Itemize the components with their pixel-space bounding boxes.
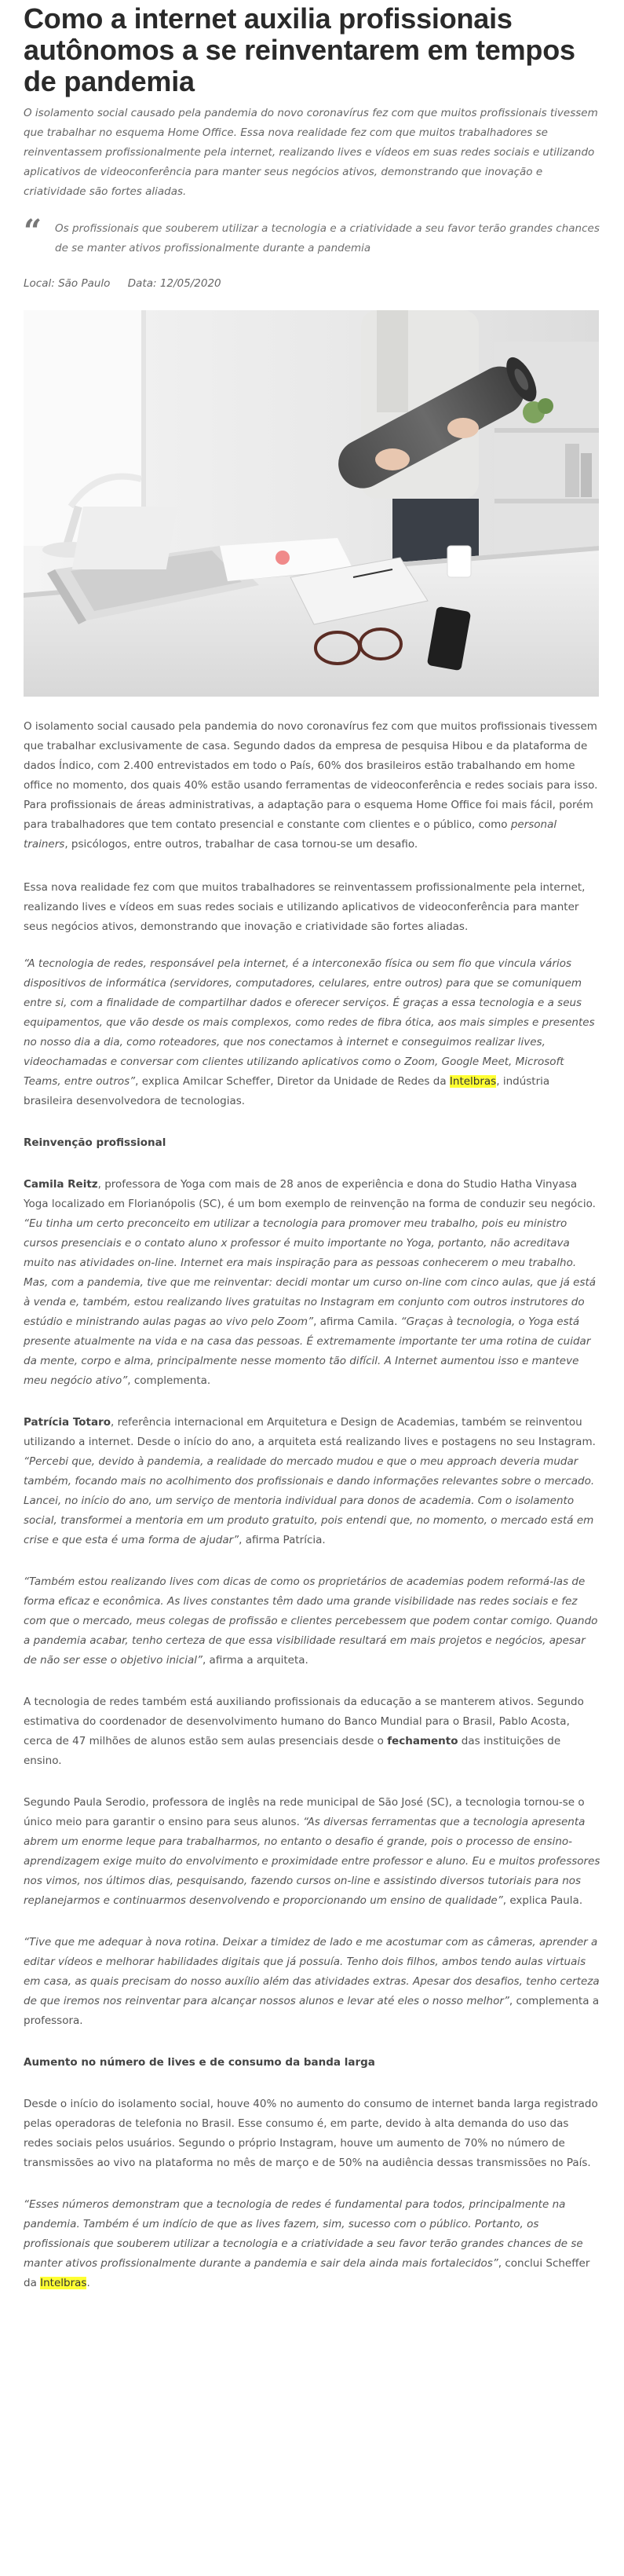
paragraph-1-text-end: , psicólogos, entre outros, trabalhar de casa tornou-se um desafio. <box>64 838 418 851</box>
subheading-reinvencao: Reinvenção profissional <box>24 1136 166 1149</box>
paragraph-5 <box>24 1413 600 1550</box>
paragraph-8-end: , explica Paula. <box>502 1894 583 1907</box>
quote-patricia-1: “Percebi que, devido à pandemia, a realidade do mercado mudou e que o meu approach deveria mudar também, focando mais no acolhimento dos profissionais e dando informações relevantes sobre o mercado. Lancei, no início do ano, um serviço de mentoria individual para donos de academia. Com o isolamento social, transformei a mentoria em um produto gratuito, pois entendi que, no momento, o mercado está em crise e que esta é uma forma de ajudar” <box>24 1455 595 1546</box>
article-location: Local: São Paulo <box>24 277 111 290</box>
paragraph-6-end: , afirma a arquiteta. <box>202 1654 308 1667</box>
quote-scheffer-2: “Esses números demonstram que a tecnologia de redes é fundamental para todos, principalmente na pandemia. Também é um indício de que as lives fazem, sim, sucesso com o público. Portanto, os profissionais que souberem utilizar a tecnologia e a criatividade a seu favor terão grandes chances de se manter ativos profissionalmente durante a pandemia e sair dela ainda mais fortalecidos” <box>24 2198 583 2270</box>
article-photo <box>24 310 599 697</box>
quote-paula-1: “As diversas ferramentas que a tecnologia apresenta abrem um enorme leque para trabalharmos, no entanto o desafio é grande, pois o processo de ensino-aprendizagem exige muito do envolvimento e proximidade entre professor e aluno. Eu e muitos professores nos vimos, nos últimos dias, pesquisando, fazendo cursos on-line e assistindo diversos tutoriais para nos replanejarmos e continuarmos desenvolvendo e proporcionando um ensino de qualidade” <box>24 1816 600 1907</box>
brand-highlight-2: Intelbras <box>40 2277 87 2289</box>
quote-patricia-2: “Também estou realizando lives com dicas de como os proprietários de academias podem reformá-las de forma eficaz e econômica. As lives constantes têm dado uma grande visibilidade nas redes sociais e fez com que o mercado, meus colegas de profissão e clientes percebessem que podem contar comigo. Quando a pandemia acabar, tenho certeza de que essa visibilidade resultará em mais projetos e negócios, apesar de não ser esse o objetivo inicial” <box>24 1575 598 1667</box>
paragraph-3-text: , explica Amilcar Scheffer, Diretor da Unidade de Redes da <box>135 1075 450 1088</box>
paragraph-1 <box>24 717 600 854</box>
quote-paula-2: “Tive que me adequar à nova rotina. Deixar a timidez de lado e me acostumar com as câmeras, aprender a editar vídeos e melhorar habilidades digitais que já possuía. Tenho dois filhos, ambos tendo aulas virtuais em casa, as quais precisam do nosso auxílio além das atividades extras. Apesar dos desafios, tenho certeza de que iremos nos reinventar para alcançar nossos alunos e levar até eles o nosso melhor” <box>24 1936 600 2007</box>
paragraph-8-text: Segundo Paula Serodio, professora de inglês na rede municipal de São José (SC), a tecnologia tornou-se o único meio para garantir o ensino para seus alunos. <box>24 1796 585 1828</box>
article-meta <box>24 277 600 290</box>
paragraph-11 <box>24 2195 600 2293</box>
paragraph-8 <box>24 1793 600 1911</box>
pull-quote <box>24 213 600 258</box>
paragraph-4 <box>24 1175 600 1391</box>
person-name-camila: Camila Reitz <box>24 1178 98 1191</box>
paragraph-4-text: , professora de Yoga com mais de 28 anos de experiência e dona do Studio Hatha Vinyasa Yoga localizado em Florianópolis (SC), é um bom exemplo de reinvenção na forma de conduzir seu negócio. <box>24 1178 596 1210</box>
paragraph-2: Essa nova realidade fez com que muitos trabalhadores se reinventassem profissionalmente pela internet, realizando lives e vídeos em suas redes sociais e utilizando aplicativos de videoconferência para manter seus negócios ativos, demonstrando que inovação e criatividade são fortes aliadas. <box>24 881 586 933</box>
paragraph-11-text: , conclui Scheffer da <box>24 2257 590 2289</box>
paragraph-9 <box>24 1933 600 2031</box>
article-lead: O isolamento social causado pela pandemia do novo coronavírus fez com que muitos profissionais tivessem que trabalhar no esquema Home Office. Essa nova realidade fez com que muitos trabalhadores se reinventassem profissionalmente pela internet, realizando lives e vídeos em suas redes sociais e utilizando aplicativos de videoconferência para manter seus negócios ativos, demonstrando que inovação e criatividade são fortes aliadas. <box>24 107 598 198</box>
paragraph-5-end: , afirma Patrícia. <box>239 1534 326 1546</box>
paragraph-6 <box>24 1572 600 1670</box>
paragraph-10: Desde o início do isolamento social, houve 40% no aumento do consumo de internet banda larga registrado pelas operadoras de telefonia no Brasil. Esse consumo é, em parte, devido à alta demanda do uso das redes sociais pelos usuários. Segundo o próprio Instagram, houve um aumento de 70% no número de transmissões ao vivo na plataforma no mês de março e de 50% na audiência dessas transmissões no País. <box>24 2098 598 2169</box>
quote-scheffer-1: “A tecnologia de redes, responsável pela internet, é a interconexão física ou sem fio que vincula vários dispositivos de informática (servidores, computadores, celulares, entre outros) para que se comuniquem entre si, com a finalidade de compartilhar dados e oferecer serviços. É graças a essa tecnologia e a seus equipamentos, que vão desde os mais complexos, como redes de fibra ótica, aos mais simples e presentes no nosso dia a dia, como roteadores, que nos conectamos à internet e conseguimos realizar lives, videochamadas e conversar com clientes utilizando aplicativos como o Zoom, Google Meet, Microsoft Teams, entre outros” <box>24 957 595 1088</box>
quote-camila-2: “Graças à tecnologia, o Yoga está presente atualmente na vida e na casa das pessoas. É extremamente importante ter uma rotina de cuidar da mente, corpo e alma, principalmente nesse momento tão difícil. A Internet aumentou isso e manteve meu negócio ativo” <box>24 1315 591 1387</box>
article-title: Como a internet auxilia profissionais autônomos a se reinventarem em tempos de pandemia <box>24 2 575 97</box>
paragraph-4-end: , complementa. <box>127 1374 211 1387</box>
paragraph-11-end: . <box>86 2277 90 2289</box>
paragraph-9-end: , complementa a professora. <box>24 1995 600 2027</box>
paragraph-1-text: O isolamento social causado pela pandemia do novo coronavírus fez com que muitos profissionais tivessem que trabalhar exclusivamente de casa. Segundo dados da empresa de pesquisa Hibou e da plataforma de dados Índico, com 2.400 entrevistados em todo o País, 60% dos brasileiros estão trabalhando em home office no momento, dos quais 40% estão usando ferramentas de videoconferência e redes sociais para isso. Para profissionais de áreas administrativas, a adaptação para o esquema Home Office foi mais fácil, porém para trabalhadores que tem contato presencial e constante com clientes e o público, como <box>24 720 598 831</box>
paragraph-3 <box>24 954 600 1111</box>
quote-camila-1: “Eu tinha um certo preconceito em utilizar a tecnologia para promover meu trabalho, pois eu ministro cursos presenciais e o contato aluno x professor é muito importante no Yoga, portanto, não acreditava muito nas atividades on-line. Internet era mais inspiração para as pessoas conhecerem o meu trabalho. Mas, com a pandemia, tive que me reinventar: decidi montar um curso on-line com cinco aulas, que já está à venda e, também, estou realizando lives gratuitas no Instagram em conjunto com outros instrutores do estúdio e ministrando aulas pagas ao vivo pelo Zoom” <box>24 1217 597 1328</box>
paragraph-7-text: A tecnologia de redes também está auxiliando profissionais da educação a se manterem ativos. Segundo estimativa do coordenador de desenvolvimento humano do Banco Mundial para o Brasil, Pablo Acosta, cerca de 47 milhões de alunos estão sem aulas presenciais desde o <box>24 1696 584 1747</box>
pull-quote-text: Os profissionais que souberem utilizar a tecnologia e a criatividade a seu favor terão grandes chances de se manter ativos profissionalmente durante a pandemia <box>55 222 600 254</box>
paragraph-3-text-end: , indústria brasileira desenvolvedora de tecnologias. <box>24 1075 550 1107</box>
person-name-patricia: Patrícia Totaro <box>24 1416 111 1429</box>
paragraph-7 <box>24 1692 600 1771</box>
paragraph-4-attribution: , afirma Camila. <box>313 1315 401 1328</box>
subheading-aumento: Aumento no número de lives e de consumo da banda larga <box>24 2056 375 2069</box>
brand-highlight: Intelbras <box>449 1075 497 1088</box>
paragraph-1-italic: personal trainers <box>24 818 557 851</box>
home-office-photo <box>24 310 599 697</box>
article-date: Data: 12/05/2020 <box>127 277 221 290</box>
quote-icon: “ <box>24 213 42 250</box>
paragraph-5-text: , referência internacional em Arquitetura e Design de Academias, também se reinventou utilizando a internet. Desde o início do ano, a arquiteta está realizando lives e postagens no seu Instagram. <box>24 1416 596 1448</box>
paragraph-7-bold: fechamento <box>387 1735 458 1747</box>
paragraph-7-end: das instituições de ensino. <box>24 1735 561 1767</box>
